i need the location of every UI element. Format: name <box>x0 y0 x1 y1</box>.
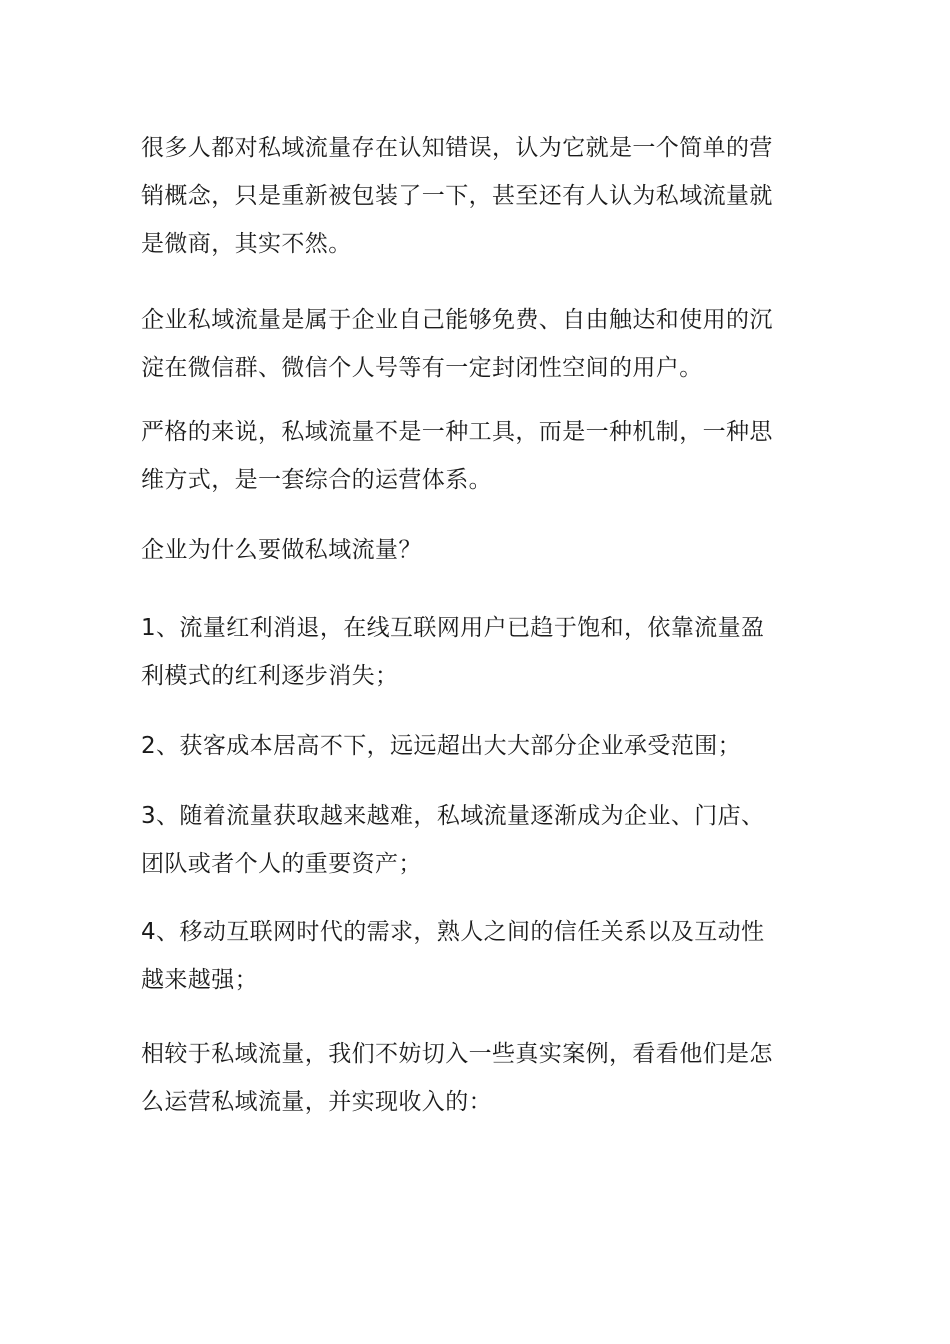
paragraph-misconception <box>141 124 813 268</box>
text-line: 团队或者个人的重要资产； <box>141 851 422 877</box>
paragraph-question-heading <box>141 526 813 574</box>
text-line: 严格的来说，私域流量不是一种工具，而是一种机制，一种思 <box>141 419 773 445</box>
text-line: 利模式的红利逐步消失； <box>141 663 399 689</box>
paragraph-case-intro <box>141 1030 813 1126</box>
list-item-2 <box>141 722 813 770</box>
text-line: 企业为什么要做私域流量？ <box>141 537 422 563</box>
text-line: 4、移动互联网时代的需求，熟人之间的信任关系以及互动性 <box>141 919 765 945</box>
article-body <box>141 124 813 1126</box>
text-line: 销概念，只是重新被包装了一下，甚至还有人认为私域流量就 <box>141 183 773 209</box>
list-item-4 <box>141 908 813 1004</box>
paragraph-mechanism <box>141 408 813 504</box>
text-line: 淀在微信群、微信个人号等有一定封闭性空间的用户。 <box>141 355 703 381</box>
text-line: 很多人都对私域流量存在认知错误，认为它就是一个简单的营 <box>141 135 773 161</box>
list-item-1 <box>141 604 813 700</box>
text-line: 企业私域流量是属于企业自己能够免费、自由触达和使用的沉 <box>141 307 773 333</box>
paragraph-definition <box>141 296 813 392</box>
text-line: 相较于私域流量，我们不妨切入一些真实案例，看看他们是怎 <box>141 1041 773 1067</box>
text-line: 2、获客成本居高不下，远远超出大大部分企业承受范围； <box>141 733 742 759</box>
list-item-3 <box>141 792 813 888</box>
text-line: 么运营私域流量，并实现收入的： <box>141 1089 492 1115</box>
text-line: 是微商，其实不然。 <box>141 231 352 257</box>
text-line: 1、流量红利消退，在线互联网用户已趋于饱和，依靠流量盈 <box>141 615 765 641</box>
text-line: 3、随着流量获取越来越难，私域流量逐渐成为企业、门店、 <box>141 803 765 829</box>
text-line: 越来越强； <box>141 967 258 993</box>
text-line: 维方式，是一套综合的运营体系。 <box>141 467 492 493</box>
